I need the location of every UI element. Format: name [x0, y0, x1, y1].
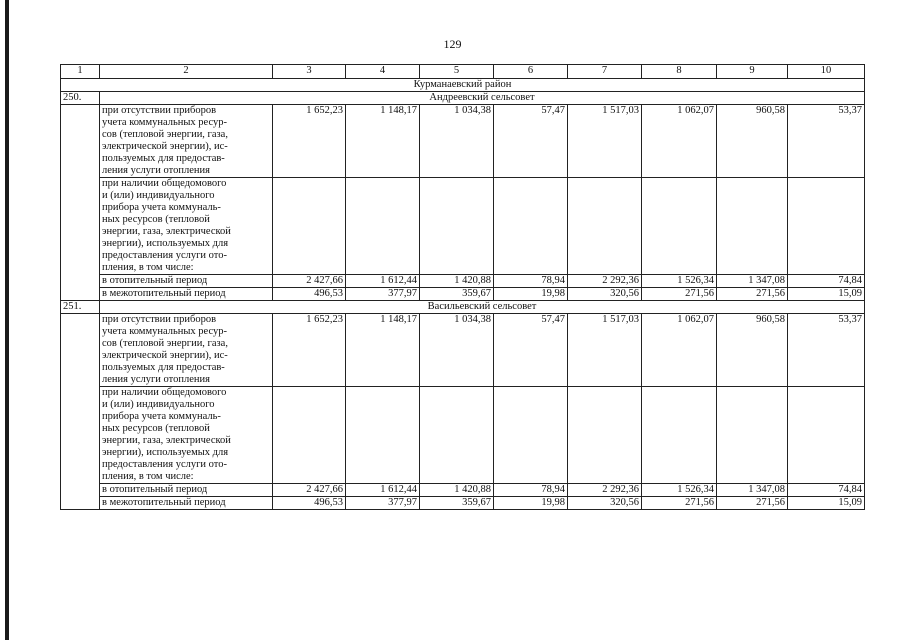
- description-line: пользуемых для предостав-: [102, 362, 225, 373]
- empty-cell: [420, 387, 494, 484]
- row-description: [100, 178, 273, 275]
- section-name: Андреевский сельсовет: [100, 92, 865, 105]
- section-number: 250.: [61, 92, 100, 105]
- value-cell: 74,84: [788, 484, 865, 497]
- description-line: и (или) индивидуального: [102, 399, 215, 410]
- value-cell: 1 034,38: [420, 105, 494, 178]
- value-cell: 320,56: [568, 497, 642, 510]
- row-description: [100, 314, 273, 387]
- value-cell: 1 652,23: [273, 105, 346, 178]
- description-line: электрической энергии), ис-: [102, 350, 228, 361]
- empty-cell: [642, 387, 717, 484]
- value-cell: 271,56: [642, 497, 717, 510]
- value-cell: 1 148,17: [346, 314, 420, 387]
- section-header-row: [61, 301, 865, 314]
- table-row: [61, 314, 865, 387]
- value-cell: 320,56: [568, 288, 642, 301]
- section-header-row: [61, 92, 865, 105]
- value-cell: 2 292,36: [568, 275, 642, 288]
- value-cell: 359,67: [420, 288, 494, 301]
- empty-cell: [717, 387, 788, 484]
- section-number: 251.: [61, 301, 100, 314]
- description-line: энергии), используемых для: [102, 238, 229, 249]
- value-cell: 359,67: [420, 497, 494, 510]
- value-cell: 1 526,34: [642, 275, 717, 288]
- value-cell: 1 612,44: [346, 275, 420, 288]
- column-number: 10: [788, 65, 865, 79]
- description-line: при отсутствии приборов: [102, 105, 217, 116]
- description-line: энергии), используемых для: [102, 447, 229, 458]
- description-line: при наличии общедомового: [102, 178, 227, 189]
- binding-edge-line: [5, 0, 9, 640]
- description-line: ления услуги отопления: [102, 165, 210, 176]
- row-label: в отопительный период: [100, 484, 273, 497]
- description-line: энергии, газа, электрической: [102, 435, 231, 446]
- empty-cell: [788, 178, 865, 275]
- value-cell: 1 652,23: [273, 314, 346, 387]
- value-cell: 1 420,88: [420, 275, 494, 288]
- row-label: в межотопительный период: [100, 497, 273, 510]
- district-name: Курманаевский район: [61, 79, 865, 92]
- column-number: 2: [100, 65, 273, 79]
- value-cell: 377,97: [346, 497, 420, 510]
- column-number: 9: [717, 65, 788, 79]
- value-cell: 271,56: [717, 288, 788, 301]
- empty-cell: [346, 387, 420, 484]
- value-cell: 53,37: [788, 314, 865, 387]
- value-cell: 1 062,07: [642, 105, 717, 178]
- column-number: 4: [346, 65, 420, 79]
- table-row: [61, 387, 865, 484]
- column-number: 3: [273, 65, 346, 79]
- empty-cell: [420, 178, 494, 275]
- value-cell: 271,56: [642, 288, 717, 301]
- value-cell: 1 347,08: [717, 275, 788, 288]
- description-line: прибора учета коммуналь-: [102, 411, 221, 422]
- empty-cell: [568, 178, 642, 275]
- column-number: 8: [642, 65, 717, 79]
- value-cell: 19,98: [494, 288, 568, 301]
- value-cell: 2 292,36: [568, 484, 642, 497]
- value-cell: 74,84: [788, 275, 865, 288]
- description-line: прибора учета коммуналь-: [102, 202, 221, 213]
- description-line: ных ресурсов (тепловой: [102, 214, 210, 225]
- value-cell: 271,56: [717, 497, 788, 510]
- value-cell: 1 347,08: [717, 484, 788, 497]
- row-number-cell: [61, 105, 100, 301]
- table-row: [61, 178, 865, 275]
- value-cell: 1 517,03: [568, 314, 642, 387]
- empty-cell: [346, 178, 420, 275]
- description-line: пользуемых для предостав-: [102, 153, 225, 164]
- description-line: при отсутствии приборов: [102, 314, 217, 325]
- description-line: ных ресурсов (тепловой: [102, 423, 210, 434]
- description-line: предоставления услуги ото-: [102, 250, 227, 261]
- value-cell: 496,53: [273, 497, 346, 510]
- value-cell: 78,94: [494, 275, 568, 288]
- column-number: 7: [568, 65, 642, 79]
- value-cell: 1 148,17: [346, 105, 420, 178]
- description-line: пления, в том числе:: [102, 262, 194, 273]
- value-cell: 57,47: [494, 105, 568, 178]
- value-cell: 1 062,07: [642, 314, 717, 387]
- table-row: [61, 288, 865, 301]
- value-cell: 1 526,34: [642, 484, 717, 497]
- value-cell: 496,53: [273, 288, 346, 301]
- section-name: Васильевский сельсовет: [100, 301, 865, 314]
- value-cell: 57,47: [494, 314, 568, 387]
- description-line: сов (тепловой энергии, газа,: [102, 129, 228, 140]
- row-number-cell: [61, 314, 100, 510]
- row-label: в межотопительный период: [100, 288, 273, 301]
- description-line: учета коммунальных ресур-: [102, 117, 227, 128]
- empty-cell: [494, 387, 568, 484]
- empty-cell: [642, 178, 717, 275]
- row-description: [100, 387, 273, 484]
- tariff-table: [60, 64, 865, 510]
- description-line: предоставления услуги ото-: [102, 459, 227, 470]
- empty-cell: [568, 387, 642, 484]
- value-cell: 960,58: [717, 314, 788, 387]
- value-cell: 78,94: [494, 484, 568, 497]
- district-row: [61, 79, 865, 92]
- empty-cell: [717, 178, 788, 275]
- empty-cell: [273, 387, 346, 484]
- value-cell: 960,58: [717, 105, 788, 178]
- row-label: в отопительный период: [100, 275, 273, 288]
- table-body: [61, 65, 865, 510]
- column-number: 6: [494, 65, 568, 79]
- value-cell: 377,97: [346, 288, 420, 301]
- table-row: [61, 275, 865, 288]
- table-row: [61, 497, 865, 510]
- value-cell: 2 427,66: [273, 275, 346, 288]
- description-line: и (или) индивидуального: [102, 190, 215, 201]
- page-number: 129: [443, 37, 462, 51]
- value-cell: 15,09: [788, 497, 865, 510]
- value-cell: 1 034,38: [420, 314, 494, 387]
- description-line: электрической энергии), ис-: [102, 141, 228, 152]
- row-description: [100, 105, 273, 178]
- description-line: при наличии общедомового: [102, 387, 227, 398]
- column-number: 1: [61, 65, 100, 79]
- description-line: энергии, газа, электрической: [102, 226, 231, 237]
- value-cell: 1 420,88: [420, 484, 494, 497]
- value-cell: 19,98: [494, 497, 568, 510]
- column-number: 5: [420, 65, 494, 79]
- value-cell: 1 612,44: [346, 484, 420, 497]
- table-row: [61, 105, 865, 178]
- value-cell: 2 427,66: [273, 484, 346, 497]
- empty-cell: [494, 178, 568, 275]
- value-cell: 15,09: [788, 288, 865, 301]
- description-line: сов (тепловой энергии, газа,: [102, 338, 228, 349]
- value-cell: 1 517,03: [568, 105, 642, 178]
- description-line: учета коммунальных ресур-: [102, 326, 227, 337]
- column-number-row: [61, 65, 865, 79]
- table-row: [61, 484, 865, 497]
- empty-cell: [788, 387, 865, 484]
- description-line: ления услуги отопления: [102, 374, 210, 385]
- description-line: пления, в том числе:: [102, 471, 194, 482]
- empty-cell: [273, 178, 346, 275]
- value-cell: 53,37: [788, 105, 865, 178]
